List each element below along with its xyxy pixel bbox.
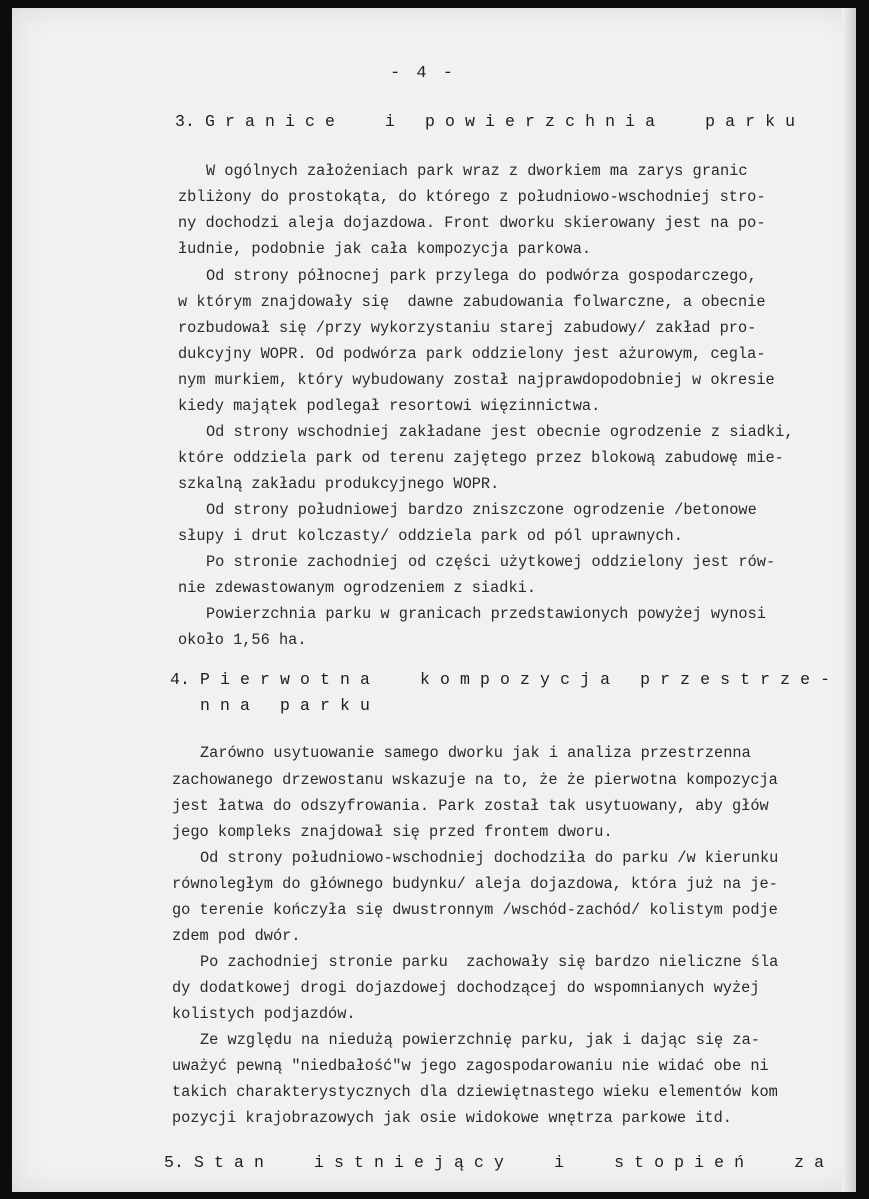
text-line: Po zachodniej stronie parku zachowały się bardzo nieliczne śla: [200, 953, 779, 971]
text-line: Po stronie zachodniej od części użytkowej oddzielony jest rów-: [206, 553, 776, 571]
text-line: zbliżony do prostokąta, do którego z południowo-wschodniej stro-: [178, 188, 766, 206]
section-4-heading-continued: n n a p a r k u: [200, 696, 371, 715]
text-line: Powierzchnia parku w granicach przedstawionych powyżej wynosi: [206, 605, 766, 623]
text-line: szkalną zakładu produkcyjnego WOPR.: [178, 475, 500, 493]
text-line: rozbudował się /przy wykorzystaniu starej zabudowy/ zakład pro-: [178, 319, 757, 337]
section-4-heading: 4. P i e r w o t n a k o m p o z y c j a p r z e s t r z e -: [170, 670, 831, 689]
text-line: go terenie kończyła się dwustronnym /wschód-zachód/ kolistym podje: [172, 901, 778, 919]
text-line: nym murkiem, który wybudowany został najprawdopodobniej w okresie: [178, 371, 775, 389]
text-line: Od strony południowo-wschodniej dochodziła do parku /w kierunku: [200, 849, 779, 867]
text-line: kiedy majątek podlegał resortowi więzinnictwa.: [178, 397, 601, 415]
text-line: zdem pod dwór.: [172, 927, 301, 945]
text-line: łudnie, podobnie jak cała kompozycja parkowa.: [178, 240, 592, 258]
text-line: dy dodatkowej drogi dojazdowej dochodzącej do wspomnianych wyżej: [172, 979, 760, 997]
text-line: zachowanego drzewostanu wskazuje na to, że że pierwotna kompozycja: [172, 771, 778, 789]
text-line: Zarówno usytuowanie samego dworku jak i analiza przestrzenna: [200, 744, 751, 762]
text-line: Od strony północnej park przylega do podwórza gospodarczego,: [206, 267, 757, 285]
text-line: dukcyjny WOPR. Od podwórza park oddzielony jest ażurowym, cegla-: [178, 345, 766, 363]
text-line: ny dochodzi aleja dojazdowa. Front dworku skierowany jest na po-: [178, 214, 766, 232]
text-line: takich charakterystycznych dla dziewiętnastego wieku elementów kom: [172, 1083, 778, 1101]
page-number: - 4 -: [390, 64, 457, 83]
text-line: równoległym do głównego budynku/ aleja dojazdowa, która już na je-: [172, 875, 778, 893]
text-line: które oddziela park od terenu zajętego przez blokową zabudowę mie-: [178, 449, 784, 467]
text-line: w którym znajdowały się dawne zabudowania folwarczne, a obecnie: [178, 293, 766, 311]
text-line: około 1,56 ha.: [178, 631, 307, 649]
document-page: [12, 8, 856, 1192]
text-line: jego kompleks znajdował się przed frontem dworu.: [172, 823, 613, 841]
text-line: W ogólnych założeniach park wraz z dworkiem ma zarys granic: [206, 162, 748, 180]
section-3-heading: 3. G r a n i c e i p o w i e r z c h n i a p a r k u: [175, 112, 796, 131]
text-line: Ze względu na niedużą powierzchnię parku, jak i dając się za-: [200, 1031, 760, 1049]
text-line: kolistych podjazdów.: [172, 1005, 356, 1023]
text-line: pozycji krajobrazowych jak osie widokowe wnętrza parkowe itd.: [172, 1109, 732, 1127]
text-line: jest łatwa do odszyfrowania. Park został tak usytuowany, aby głów: [172, 797, 769, 815]
text-line: słupy i drut kolczasty/ oddziela park od pól uprawnych.: [178, 527, 683, 545]
text-line: Od strony południowej bardzo zniszczone ogrodzenie /betonowe: [206, 501, 757, 519]
text-line: uważyć pewną "niedbałość"w jego zagospodarowaniu nie widać obe ni: [172, 1057, 769, 1075]
section-5-heading: 5. S t a n i s t n i e j ą c y i s t o p i e ń z a: [164, 1153, 825, 1172]
text-line: Od strony wschodniej zakładane jest obecnie ogrodzenie z siadki,: [206, 423, 794, 441]
text-line: nie zdewastowanym ogrodzeniem z siadki.: [178, 579, 537, 597]
page-edge-shadow: [842, 8, 856, 1192]
